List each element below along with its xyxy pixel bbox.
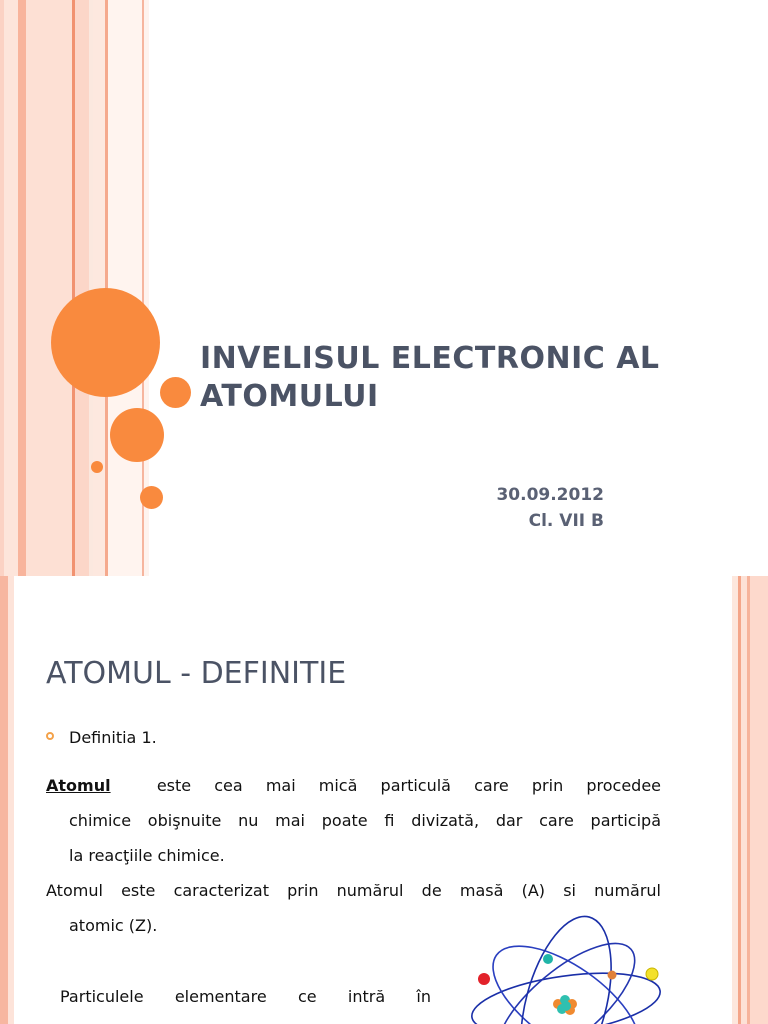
decorative-circle-large [51,288,160,397]
electron-orbit [468,963,664,1024]
decorative-stripe [750,576,768,1024]
decorative-stripe [75,0,89,576]
electron [478,973,490,985]
paragraph-line: chimice obişnuite nu mai poate fi divizată, dar care participă [69,811,661,830]
decorative-circle-small [160,377,191,408]
date-label: 30.09.2012 [496,485,604,505]
paragraph-line: la reacţiile chimice. [69,846,225,865]
decorative-stripe [18,0,26,576]
definition-paragraph [46,768,661,873]
class-label: Cl. VII B [528,511,604,531]
atom-term: Atomul [46,776,111,795]
nucleus [553,995,577,1015]
decorative-stripe [26,0,72,576]
paragraph-line: atomic (Z). [69,916,158,935]
particles-paragraph: Particulele elementare ce intră în [60,987,431,1006]
decorative-circle-tiny [91,461,103,473]
decorative-stripe [0,576,8,1024]
slide-title: ATOMUL - DEFINITIE [46,656,347,691]
electron [646,968,658,980]
paragraph-text: este cea mai mică particulă care prin procedee [156,776,662,795]
paragraph-line: Atomul este caracterizat prin numărul de masă (A) si numărul [46,881,661,900]
slide-subtitle [496,482,604,534]
decorative-stripe [4,0,18,576]
electron [608,971,617,980]
atom-icon [466,912,666,1024]
electron [543,954,553,964]
decorative-stripe [8,576,14,1024]
decorative-circle-small [140,486,163,509]
bullet-icon [46,732,54,740]
slide-title: INVELISUL ELECTRONIC AL ATOMULUI [200,341,660,414]
content-slide [0,576,768,1024]
bullet-text: Definitia 1. [69,728,157,747]
paragraph-line [46,768,661,803]
decorative-circle-medium [110,408,164,462]
